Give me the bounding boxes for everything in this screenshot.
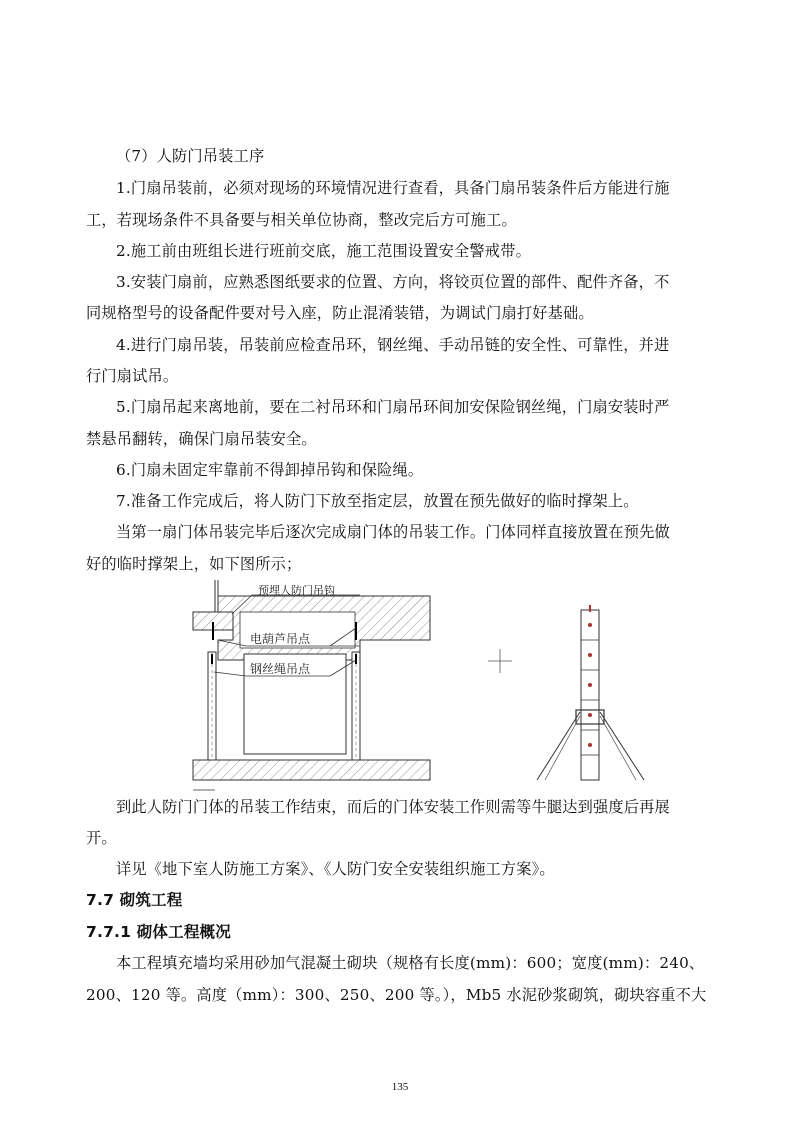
paragraph-line: 当第一扇门体吊装完毕后逐次完成扇门体的吊装工作。门体同样直接放置在预先做 <box>116 523 670 541</box>
crosshair-icon <box>488 649 512 673</box>
section-heading: （7）人防门吊装工序 <box>116 147 265 165</box>
paragraph-line: 4.进行门扇吊装，吊装前应检查吊环，钢丝绳、手动吊链的安全性、可靠性，并进 <box>116 336 670 354</box>
label-hoist-point: 电葫芦吊点 <box>250 632 311 646</box>
paragraph-line: 工，若现场条件不具备要与相关单位协商，整改完后方可施工。 <box>86 211 517 229</box>
paragraph-line: 200、120 等。高度（mm）：300、250、200 等。），Mb5 水泥砂浆砌筑，砌块容重不大 <box>86 986 707 1004</box>
paragraph-line: 2.施工前由班组长进行班前交底，施工范围设置安全警戒带。 <box>116 242 531 260</box>
paragraph-line: 本工程填充墙均采用砂加气混凝土砌块（规格有长度(mm)：600；宽度(mm)：240、 <box>116 954 705 972</box>
section-title: 7.7 砌筑工程 <box>86 891 183 909</box>
paragraph-line: 开。 <box>86 829 117 847</box>
paragraph-line: 到此人防门门体的吊装工作结束，而后的门体安装工作则需等牛腿达到强度后再展 <box>116 798 670 816</box>
subsection-title: 7.7.1 砌体工程概况 <box>86 923 231 941</box>
label-embedded-hook: 预埋人防门吊钩 <box>258 584 335 597</box>
door-elevation-drawing <box>193 580 430 790</box>
paragraph-line: 详见《地下室人防施工方案》、《人防门安全安装组织施工方案》。 <box>116 860 555 878</box>
paragraph-line: 3.安装门扇前，应熟悉图纸要求的位置、方向，将铰页位置的部件、配件齐备，不 <box>116 273 670 291</box>
temporary-stand-drawing <box>537 605 644 780</box>
paragraph-line: 6.门扇未固定牢靠前不得卸掉吊钩和保险绳。 <box>116 461 424 479</box>
paragraph-line: 好的临时撑架上，如下图所示； <box>86 555 302 573</box>
paragraph-line: 同规格型号的设备配件要对号入座，防止混淆装错，为调试门扇打好基础。 <box>86 304 594 322</box>
paragraph-line: 行门扇试吊。 <box>86 367 179 385</box>
paragraph-line: 5.门扇吊起来离地前，要在二衬吊环和门扇吊环间加安保险钢丝绳，门扇安装时严 <box>116 398 670 416</box>
paragraph-line: 1.门扇吊装前，必须对现场的环境情况进行查看，具备门扇吊装条件后方能进行施 <box>116 179 670 197</box>
paragraph-line: 禁悬吊翻转，确保门扇吊装安全。 <box>86 430 317 448</box>
paragraph-line: 7.准备工作完成后，将人防门下放至指定层，放置在预先做好的临时撑架上。 <box>116 492 639 510</box>
page-number: 135 <box>391 1081 409 1093</box>
label-rope-point: 钢丝绳吊点 <box>250 662 311 676</box>
